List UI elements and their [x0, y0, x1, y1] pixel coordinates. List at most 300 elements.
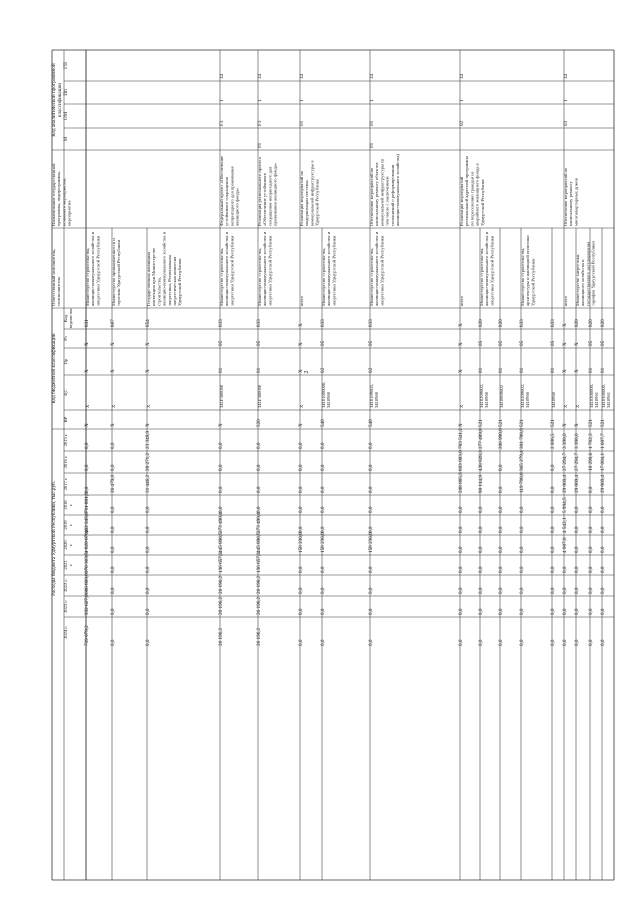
- row-dept-code: 833: [255, 319, 262, 327]
- row-amount: 0,0: [319, 526, 326, 533]
- row-target-code: [321, 382, 331, 408]
- row-amount: 0,0: [587, 587, 594, 594]
- row-subsection-code: 01: [549, 367, 556, 373]
- row-expense-type: 521: [549, 419, 556, 427]
- row-code: [219, 120, 225, 126]
- row-code: [299, 73, 305, 79]
- row-amount: 0,0: [549, 608, 556, 615]
- row-executor-line: торговли Удмуртской Республики: [116, 239, 122, 306]
- row-amount: 0,0: [477, 526, 484, 533]
- row-amount: 3 390,0: [561, 433, 568, 449]
- row-amount: 0,0: [144, 587, 151, 594]
- row-amount: 0,0: [319, 566, 326, 573]
- row-executor-line: жилищного хозяйства и: [580, 259, 586, 306]
- header-exec-col: [51, 249, 61, 306]
- header-code-0: [63, 62, 69, 69]
- row-target-code-line: 3410960: [484, 391, 490, 408]
- row-executor-line: всего: [459, 295, 464, 306]
- row-dept-code: 820: [497, 319, 504, 327]
- row-amount: 1 607,7: [599, 433, 606, 449]
- row-section-code: X: [561, 342, 568, 346]
- row-expense-type: X: [457, 423, 464, 427]
- row-code-line: 1: [369, 99, 375, 102]
- row-amount: 90 114,9: [477, 475, 484, 493]
- row-executor: [111, 238, 121, 306]
- header-budget-4: [63, 416, 68, 422]
- header-year-0: [63, 434, 68, 447]
- row-amount: 0,0: [549, 566, 556, 573]
- row-amount: 0,0: [109, 526, 116, 533]
- row-code-line: 34: [219, 73, 225, 79]
- row-executor-line: жилищно-коммунального хозяйства и: [224, 231, 230, 306]
- row-name-line: проживания жилищного фонда»: [272, 162, 278, 226]
- row-target-code: [219, 384, 224, 408]
- row-executor: [369, 231, 384, 307]
- row-amount: 0,0: [587, 608, 594, 615]
- row-amount: 0,0: [367, 526, 374, 533]
- header-budget-0: [63, 309, 73, 329]
- row-amount: 26 196,2: [217, 596, 224, 615]
- header-exec-col-line: Ответственный исполнитель,: [51, 248, 56, 306]
- row-target-code-line: X: [575, 404, 580, 408]
- row-name-line: устойчивого сокращения: [224, 177, 230, 226]
- row-name-line: жилищного фонда»: [234, 187, 240, 226]
- row-subsection-code: 02: [319, 367, 326, 373]
- row-expense-type: X: [144, 423, 151, 427]
- row-name-line: жилищно-коммунального хозяйства): [395, 154, 400, 226]
- header-code-3-line: М: [63, 136, 69, 142]
- row-amount: 0,0: [457, 506, 464, 513]
- row-amount: 0,0: [497, 546, 504, 553]
- header-budget-3-line: ЦС: [63, 389, 68, 396]
- row-executor-line: Министерство строительства,: [479, 247, 484, 306]
- row-executor: [219, 231, 234, 307]
- row-amount: 0,0: [217, 464, 224, 471]
- row-subsection-code: 01: [497, 367, 504, 373]
- row-amount: 0,0: [319, 608, 326, 615]
- header-name-col-line: программы, подпрограммы,: [56, 171, 62, 226]
- row-amount: 0,0: [477, 608, 484, 615]
- row-executor-line: энергетическая комиссия: [172, 256, 177, 306]
- row-amount: 29 069,4: [573, 474, 580, 493]
- row-amount: 373 490,4: [217, 512, 224, 533]
- row-amount: 0,0: [587, 526, 594, 533]
- row-expense-type: 521: [497, 419, 504, 427]
- row-target-code: [601, 384, 611, 408]
- row-code: [219, 73, 225, 79]
- row-subsection-code: X: [109, 369, 116, 373]
- row-code-line: 1: [563, 99, 569, 102]
- row-code: [299, 99, 305, 102]
- row-executor-line: жилищно-коммунального хозяйства и: [161, 231, 167, 306]
- row-executor-line: Министерство строительства,: [219, 247, 224, 306]
- row-name-line: «Обеспечение устойчивого: [262, 172, 268, 226]
- row-amount: 0,0: [255, 442, 262, 449]
- row-section-code: X: [457, 342, 464, 346]
- header-code-1-line: Пп: [63, 89, 69, 96]
- header-year-2-line: 2017 г.: [63, 477, 68, 491]
- row-amount: 10 290,6: [587, 452, 594, 471]
- row-section-code: X: [297, 342, 304, 346]
- header-name-col-line: Наименование государственной: [51, 163, 56, 226]
- row-code: [257, 99, 263, 102]
- row-amount: 0,0: [109, 587, 116, 594]
- header-finance-group-line: Расходы бюджета Удмуртской Республики, тыс.руб.: [51, 481, 57, 596]
- row-name-line: по переселению граждан из: [469, 171, 475, 226]
- row-amount: 0,0: [599, 506, 606, 513]
- row-amount: 3 390,0: [573, 433, 580, 449]
- row-amount: 0,0: [587, 506, 594, 513]
- row-amount: 0,0: [549, 526, 556, 533]
- row-code: [257, 142, 263, 148]
- header-year-0-line: 2015 г.: [63, 433, 68, 447]
- row-subsection-code: 01: [255, 367, 262, 373]
- row-name: [563, 167, 578, 226]
- row-name: [369, 154, 400, 227]
- row-code-line: F3: [219, 120, 225, 126]
- row-subsection-code: 01: [477, 367, 484, 373]
- row-amount: 0,0: [599, 639, 606, 646]
- row-amount: 686 803,6: [83, 573, 90, 594]
- row-amount: 0,0: [319, 639, 326, 646]
- row-amount: 0,0: [83, 464, 90, 471]
- row-amount: 0,0: [367, 566, 374, 573]
- row-executor-line: инспекция при Министерстве: [151, 247, 157, 306]
- row-amount: 0,0: [561, 566, 568, 573]
- row-name-line: Реализация мероприятий по: [299, 170, 304, 226]
- row-dept-code: 833: [367, 319, 374, 327]
- row-dept-code: 833: [319, 319, 326, 327]
- row-amount: 1 782,3: [587, 433, 594, 449]
- header-budget-group-line: Код бюджетной классификации: [51, 333, 57, 404]
- row-name-line: том числе с заключением: [384, 176, 390, 226]
- row-amount: 0,0: [457, 546, 464, 553]
- row-amount: 0,0: [109, 442, 116, 449]
- row-amount: 0,0: [497, 506, 504, 513]
- row-executor: [85, 231, 100, 307]
- row-section-code: X: [109, 342, 116, 346]
- header-year-2: [63, 478, 68, 491]
- row-executor-line: Государственная жилищная: [146, 251, 151, 306]
- row-subsection-code: 01: [217, 367, 224, 373]
- row-amount: 0,0: [573, 546, 580, 553]
- header-year-8-line: 2023 г.: [63, 600, 68, 613]
- row-amount: 0,0: [457, 587, 464, 594]
- row-amount: 0,0: [217, 442, 224, 449]
- row-executor-line: энергетики Удмуртской Республики: [489, 235, 495, 306]
- row-amount: 0,0: [518, 639, 525, 646]
- row-executor-line: энергетики Удмуртской Республики: [229, 235, 235, 306]
- row-amount: 0,0: [217, 506, 224, 513]
- row-section-code: 05: [497, 340, 504, 346]
- row-expense-type: X: [297, 423, 304, 427]
- row-amount: 0,0: [109, 639, 116, 646]
- row-target-code-line: 3410961: [594, 391, 600, 408]
- row-executor: [299, 295, 304, 306]
- row-code: [369, 120, 375, 126]
- row-amount: 0,0: [367, 486, 374, 493]
- row-amount: 0,0: [367, 639, 374, 646]
- row-name-line: коммунальной инфраструктуры (в: [379, 158, 385, 226]
- row-amount: 0,0: [587, 639, 594, 646]
- row-amount: 783 541,2: [457, 428, 464, 449]
- header-code-2-line: ОМ: [63, 111, 69, 121]
- row-amount: 0,0: [549, 546, 556, 553]
- row-amount: 0,0: [497, 608, 504, 615]
- row-amount: 0,0: [561, 587, 568, 594]
- row-amount: 0,0: [573, 526, 580, 533]
- row-amount: 0,0: [297, 464, 304, 471]
- row-code: [563, 120, 569, 126]
- row-name-line: Удмуртской Республике: [479, 179, 485, 226]
- row-amount: 31 446,2: [144, 474, 151, 493]
- row-amount: 0,0: [599, 566, 606, 573]
- row-section-code: 05: [319, 340, 326, 346]
- row-code-line: 03: [563, 120, 569, 126]
- row-amount: 0,0: [83, 442, 90, 449]
- row-amount: 365 279,4: [518, 450, 525, 471]
- row-amount: 0,0: [319, 506, 326, 513]
- row-executor: [479, 231, 494, 307]
- row-amount: 0,0: [549, 486, 556, 493]
- header-budget-1-line: Рз: [63, 336, 68, 341]
- row-amount: 27 294,7: [561, 452, 568, 471]
- row-name-line: соглашений о реформировании: [389, 164, 395, 226]
- header-budget-0-line: Код: [63, 314, 68, 323]
- row-amount: 0,0: [83, 486, 90, 493]
- row-amount: 2 006,5: [549, 433, 556, 449]
- row-expense-type: X: [109, 423, 116, 427]
- row-target-code: [257, 384, 262, 408]
- row-subsection-code: X: [573, 369, 580, 373]
- row-name-line: многоквартирных домов: [573, 177, 579, 226]
- row-code-line: 34: [257, 73, 263, 79]
- row-target-code-line: 3410209602,: [520, 383, 525, 408]
- row-amount: 17 004,1: [599, 452, 606, 471]
- row-amount: 0,0: [599, 587, 606, 594]
- row-amount: 0,0: [319, 587, 326, 594]
- row-amount: 373 490,4: [255, 512, 262, 533]
- row-code-line: 01: [369, 120, 375, 126]
- row-code: [459, 120, 465, 126]
- row-expense-type: 521: [477, 419, 484, 427]
- row-amount: 0,0: [457, 526, 464, 533]
- row-name-line: Обеспечение мероприятий по: [563, 167, 568, 226]
- row-subsection-code: 02: [367, 367, 374, 373]
- row-amount: 158 236,0: [367, 532, 374, 553]
- row-amount: 29 069,4: [561, 474, 568, 493]
- header-budget-3: [63, 389, 68, 395]
- row-dept-code: 854: [144, 319, 151, 327]
- row-code-line: 34: [369, 73, 375, 79]
- header-code-3: [63, 136, 69, 141]
- row-section-code: 05: [217, 340, 224, 346]
- row-amount: 26 196,2: [255, 596, 262, 615]
- row-section-code: 05: [477, 340, 484, 346]
- row-amount: 0,0: [144, 566, 151, 573]
- header-year-9: [63, 626, 68, 639]
- row-amount: 0,0: [587, 486, 594, 493]
- row-target-code-line: 341F300000: [257, 384, 262, 408]
- header-code-group-line: классификации: [56, 82, 63, 118]
- row-amount: 0,0: [457, 639, 464, 646]
- row-amount: 0,0: [549, 506, 556, 513]
- row-target-code: [520, 384, 530, 408]
- row-executor-line: энергетики Удмуртской Республики: [95, 235, 101, 306]
- row-amount: 0,0: [367, 587, 374, 594]
- row-name: [299, 160, 320, 226]
- row-amount: 1 820 679,6: [83, 528, 90, 553]
- row-amount: 0,0: [599, 608, 606, 615]
- row-code-line: 1: [299, 99, 305, 102]
- row-code-line: 02: [459, 120, 465, 126]
- row-amount: 136 657,2: [217, 552, 224, 573]
- row-name-line: аварийного жилищного фонда в: [474, 163, 480, 226]
- row-dept-code: X: [297, 323, 304, 327]
- row-section-code: 05: [255, 340, 262, 346]
- row-code: [219, 99, 225, 102]
- row-subsection-code: X: [83, 369, 90, 373]
- row-dept-code: 833: [518, 319, 525, 327]
- row-amount: 208 885,5: [457, 472, 464, 493]
- row-code-line: 1: [219, 99, 225, 102]
- row-target-code-line: X: [111, 404, 116, 408]
- row-dept-code: X: [561, 323, 568, 327]
- row-amount: 0,0: [518, 587, 525, 594]
- row-target-code: [369, 384, 379, 408]
- row-target-code-line: 3410961: [606, 391, 612, 408]
- header-code-1: [63, 89, 69, 96]
- row-amount: 0,0: [561, 608, 568, 615]
- row-amount: 438 828,3: [477, 450, 484, 471]
- header-budget-4-line: ВР: [63, 416, 68, 423]
- row-code-line: F3: [257, 120, 263, 126]
- row-amount: 0,0: [297, 486, 304, 493]
- row-amount: 277 489,8: [477, 428, 484, 449]
- row-executor: [321, 231, 336, 307]
- header-budget-group: [50, 333, 57, 403]
- row-code-line: 34: [563, 73, 569, 79]
- row-amount: 158 236,0: [297, 532, 304, 553]
- header-year-7: [63, 579, 68, 592]
- row-amount: 0,0: [497, 526, 504, 533]
- row-code-line: 1: [257, 99, 263, 102]
- row-executor: [459, 295, 464, 306]
- header-year-7-line: 2022 г.: [63, 579, 68, 592]
- row-executor-line: энергетики, Региональная: [166, 255, 172, 306]
- header-year-5-line: 2020: [63, 540, 68, 550]
- row-name-line: модернизации системы: [304, 180, 310, 226]
- row-target-code-line: 3410960: [326, 391, 332, 408]
- row-amount: 719 079,2: [83, 625, 90, 646]
- row-target-code: [551, 391, 556, 408]
- row-amount: 0,0: [297, 639, 304, 646]
- row-amount: 0,0: [319, 442, 326, 449]
- row-dept-code: 820: [573, 319, 580, 327]
- row-amount: 0,0: [367, 464, 374, 471]
- row-subsection-code: X: [144, 369, 151, 373]
- row-amount: 0,0: [497, 639, 504, 646]
- header-budget-2: [63, 358, 68, 364]
- header-year-6-line: г.: [68, 563, 74, 567]
- row-code: [369, 142, 375, 148]
- row-amount: 0,0: [457, 566, 464, 573]
- row-amount: 0,0: [518, 526, 525, 533]
- row-name-line: Обеспечение мероприятий по: [369, 167, 374, 226]
- row-amount: 803 083,0: [457, 450, 464, 471]
- row-name: [219, 156, 240, 227]
- row-amount: 445 896,5: [217, 532, 224, 553]
- row-code: [563, 73, 569, 79]
- row-code-line: 34: [299, 73, 305, 79]
- header-year-3-line: г.: [68, 503, 74, 507]
- row-subsection-code: 01: [599, 367, 606, 373]
- row-amount: 0,0: [109, 464, 116, 471]
- row-amount: 0,0: [477, 566, 484, 573]
- row-target-code-line: 3410209602,: [479, 383, 484, 408]
- row-section-code: X: [573, 342, 580, 346]
- row-target-code-line: 34101000000,: [321, 381, 326, 408]
- row-amount: 0,0: [297, 526, 304, 533]
- row-executor-line: Министерство строительства,: [520, 247, 525, 306]
- row-amount: 0,0: [549, 639, 556, 646]
- header-year-6: [63, 560, 73, 570]
- row-name-line: коммунальной инфраструктуры в: [309, 160, 315, 226]
- row-executor-line: Удмуртской Республики: [530, 258, 536, 306]
- row-dept-code: 833: [217, 319, 224, 327]
- header-year-4-line: 2019: [63, 520, 68, 530]
- row-executor-line: Министерство строительства,: [85, 247, 90, 306]
- row-amount: 27 294,7: [573, 452, 580, 471]
- row-section-code: X: [144, 342, 151, 346]
- row-code: [459, 99, 465, 102]
- row-executor-line: Удмуртской Республики: [177, 258, 183, 306]
- row-expense-type: 540: [367, 419, 374, 427]
- row-amount: 0,0: [518, 506, 525, 513]
- header-code-group-line: Код аналитической программной: [51, 63, 57, 137]
- row-target-code: [589, 384, 599, 408]
- header-code-0-line: ГП: [63, 62, 69, 69]
- row-executor: [520, 235, 535, 306]
- row-amount: 0,0: [561, 639, 568, 646]
- row-expense-type: X: [561, 423, 568, 427]
- header-year-8: [63, 600, 68, 613]
- row-target-code-line: 3410960: [551, 391, 556, 408]
- row-dept-code: X: [457, 323, 464, 327]
- row-amount: 0,0: [367, 608, 374, 615]
- row-name-line: капитальному ремонту объектов: [374, 162, 380, 226]
- row-executor-line: жилищно-коммунального хозяйства и: [262, 231, 268, 306]
- row-target-code-line: 3410960: [525, 391, 531, 408]
- row-amount: 932 627,9: [83, 594, 90, 615]
- row-amount: 0,0: [518, 608, 525, 615]
- row-executor-line: Министерство строительства,: [321, 247, 326, 306]
- row-section-code: 05: [599, 340, 606, 346]
- header-year-5-line: г.: [68, 543, 74, 547]
- row-section-code: 05: [367, 340, 374, 346]
- row-amount: 0,0: [477, 506, 484, 513]
- row-amount: 28 271,2: [144, 452, 151, 471]
- row-amount: 4 542,1: [561, 517, 568, 533]
- row-amount: 0,0: [573, 566, 580, 573]
- row-executor-line: жилищно-коммунального хозяйства и: [90, 231, 96, 306]
- row-amount: 0,0: [297, 506, 304, 513]
- row-amount: 0,0: [367, 442, 374, 449]
- row-name: [459, 156, 485, 226]
- row-amount: 0,0: [217, 486, 224, 493]
- row-amount: 0,0: [109, 608, 116, 615]
- row-dept-code: 820: [477, 319, 484, 327]
